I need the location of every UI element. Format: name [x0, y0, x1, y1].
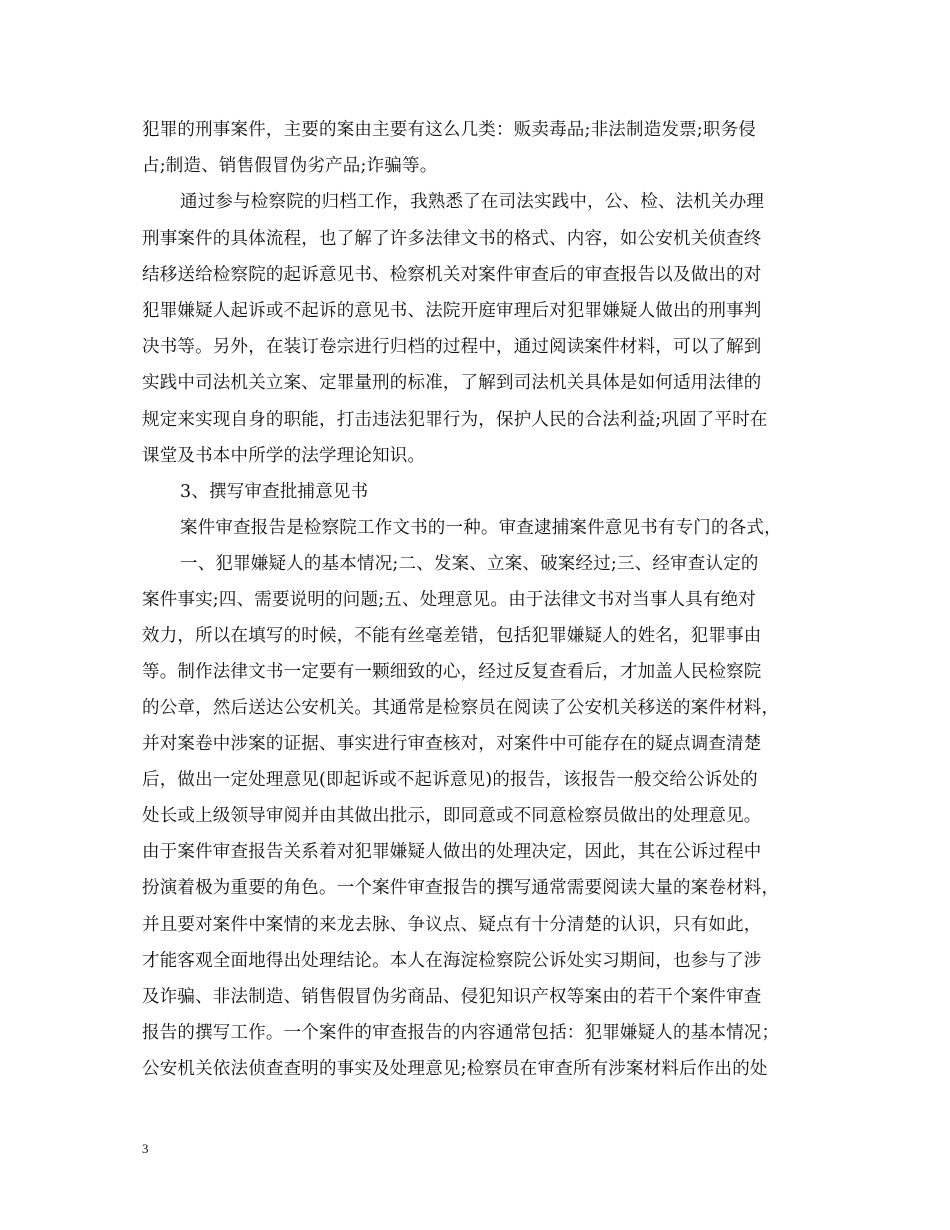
body-text-line: 并对案卷中涉案的证据、事实进行审查核对，对案件中可能存在的疑点调查清楚 [142, 734, 762, 754]
body-text-line: 规定来实现自身的职能，打击违法犯罪行为，保护人民的合法利益;巩固了平时在 [142, 410, 768, 430]
body-text-line: 结移送给检察院的起诉意见书、检察机关对案件审查后的审查报告以及做出的对 [142, 265, 762, 285]
body-text-line: 刑事案件的具体流程，也了解了许多法律文书的格式、内容，如公安机关侦查终 [142, 229, 762, 249]
paragraph-first-line: 一、犯罪嫌疑人的基本情况;二、发案、立案、破案经过;三、经审查认定的 [180, 554, 759, 574]
paragraph-first-line: 案件审查报告是检察院工作文书的一种。审查逮捕案件意见书有专门的各式， [180, 518, 782, 538]
body-text-line: 效力，所以在填写的时候，不能有丝毫差错，包括犯罪嫌疑人的姓名，犯罪事由 [142, 626, 762, 646]
body-text-line: 并且要对案件中案情的来龙去脉、争议点、疑点有十分清楚的认识，只有如此， [142, 915, 762, 935]
body-text-line: 课堂及书本中所学的法学理论知识。 [142, 446, 426, 466]
section-heading: 3、撰写审查批捕意见书 [180, 482, 369, 502]
body-text-line: 实践中司法机关立案、定罪量刑的标准，了解到司法机关具体是如何适用法律的 [142, 373, 762, 393]
body-text-line: 占;制造、销售假冒伪劣产品;诈骗等。 [142, 156, 438, 176]
body-text-line: 处长或上级领导审阅并由其做出批示，即同意或不同意检察员做出的处理意见。 [142, 806, 762, 826]
body-text-line: 犯罪的刑事案件，主要的案由主要有这么几类：贩卖毒品;非法制造发票;职务侵 [142, 120, 756, 140]
body-text-line: 决书等。另外，在装订卷宗进行归档的过程中，通过阅读案件材料，可以了解到 [142, 337, 762, 357]
page-number: 3 [142, 1141, 149, 1156]
body-text-line: 犯罪嫌疑人起诉或不起诉的意见书、法院开庭审理后对犯罪嫌疑人做出的刑事判 [142, 301, 762, 321]
body-text-line: 案件事实;四、需要说明的问题;五、处理意见。由于法律文书对当事人具有绝对 [142, 590, 756, 610]
body-text-line: 后，做出一定处理意见(即起诉或不起诉意见)的报告，该报告一般交给公诉处的 [142, 770, 758, 790]
body-text-line: 由于案件审查报告关系着对犯罪嫌疑人做出的处理决定，因此，其在公诉过程中 [142, 842, 762, 862]
body-text-line: 及诈骗、非法制造、销售假冒伪劣商品、侵犯知识产权等案由的若干个案件审查 [142, 987, 762, 1007]
body-text-line: 公安机关依法侦查查明的事实及处理意见;检察员在审查所有涉案材料后作出的处 [142, 1059, 768, 1079]
body-text-line: 等。制作法律文书一定要有一颗细致的心，经过反复查看后，才加盖人民检察院 [142, 662, 762, 682]
body-text-line: 报告的撰写工作。一个案件的审查报告的内容通常包括：犯罪嫌疑人的基本情况； [142, 1023, 780, 1043]
paragraph-first-line: 通过参与检察院的归档工作，我熟悉了在司法实践中，公、检、法机关办理 [180, 192, 765, 212]
body-text-line: 的公章，然后送达公安机关。其通常是检察员在阅读了公安机关移送的案件材料， [142, 698, 780, 718]
body-text-line: 扮演着极为重要的角色。一个案件审查报告的撰写通常需要阅读大量的案卷材料， [142, 878, 780, 898]
body-text-line: 才能客观全面地得出处理结论。本人在海淀检察院公诉处实习期间，也参与了涉 [142, 951, 762, 971]
